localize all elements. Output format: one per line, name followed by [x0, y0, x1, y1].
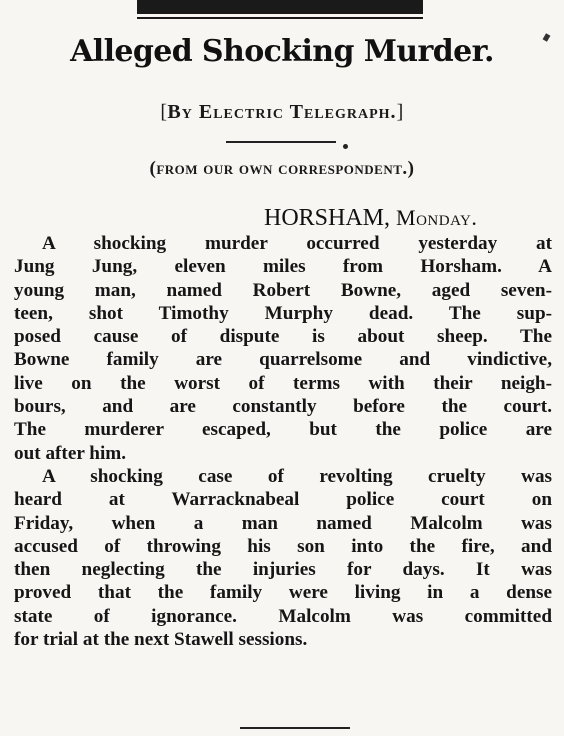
- byline-open-bracket: [: [160, 101, 168, 123]
- paragraph-2-line: heard at Warracknabeal police court on: [14, 489, 552, 511]
- paragraph-1-line: Bowne family are quarrelsome and vindictive,: [14, 349, 552, 371]
- paragraph-1-line: posed cause of dispute is about sheep. The: [14, 326, 552, 348]
- paragraph-1-line: The murderer escaped, but the police are: [14, 419, 552, 441]
- bottom-separator-rule: [240, 727, 350, 729]
- paragraph-2-line: for trial at the next Stawell sessions.: [14, 629, 308, 651]
- dateline-day: Monday.: [396, 205, 478, 230]
- paragraph-1-line: bours, and are constantly before the court.: [14, 396, 552, 418]
- article-headline: Alleged Shocking Murder.: [70, 34, 494, 69]
- paragraph-1-line: young man, named Robert Bowne, aged seven-: [14, 279, 552, 301]
- byline-text: By Electric Telegraph.: [167, 101, 397, 123]
- article-body: [14, 232, 552, 651]
- paragraph-1-line: live on the worst of terms with their neigh-: [14, 372, 552, 394]
- paragraph-2-line: then neglecting the injuries for days. It was: [14, 559, 552, 581]
- dateline: [264, 203, 554, 233]
- paragraph-2-line: Friday, when a man named Malcolm was: [14, 512, 552, 534]
- correspondent-line: (from our own correspondent.): [149, 158, 415, 179]
- top-column-rule: [137, 0, 423, 14]
- paragraph-1-line: teen, shot Timothy Murphy dead. The sup-: [14, 302, 552, 324]
- paragraph-1-line: Jung Jung, eleven miles from Horsham. A: [14, 256, 552, 278]
- byline: [0, 98, 564, 126]
- separator-dot: [343, 144, 348, 149]
- dateline-place: HORSHAM,: [264, 205, 391, 231]
- paragraph-2-line: A shocking case of revolting cruelty was: [42, 465, 552, 487]
- paragraph-2-line: state of ignorance. Malcolm was committed: [14, 605, 552, 627]
- paragraph-1-line: out after him.: [14, 442, 127, 464]
- paragraph-2-line: proved that the family were living in a dense: [14, 582, 552, 604]
- byline-close-bracket: ]: [396, 101, 404, 123]
- paragraph-1-line: A shocking murder occurred yesterday at: [42, 233, 552, 254]
- paragraph-2-line: accused of throwing his son into the fire, and: [14, 535, 552, 557]
- separator-rule: [226, 141, 336, 143]
